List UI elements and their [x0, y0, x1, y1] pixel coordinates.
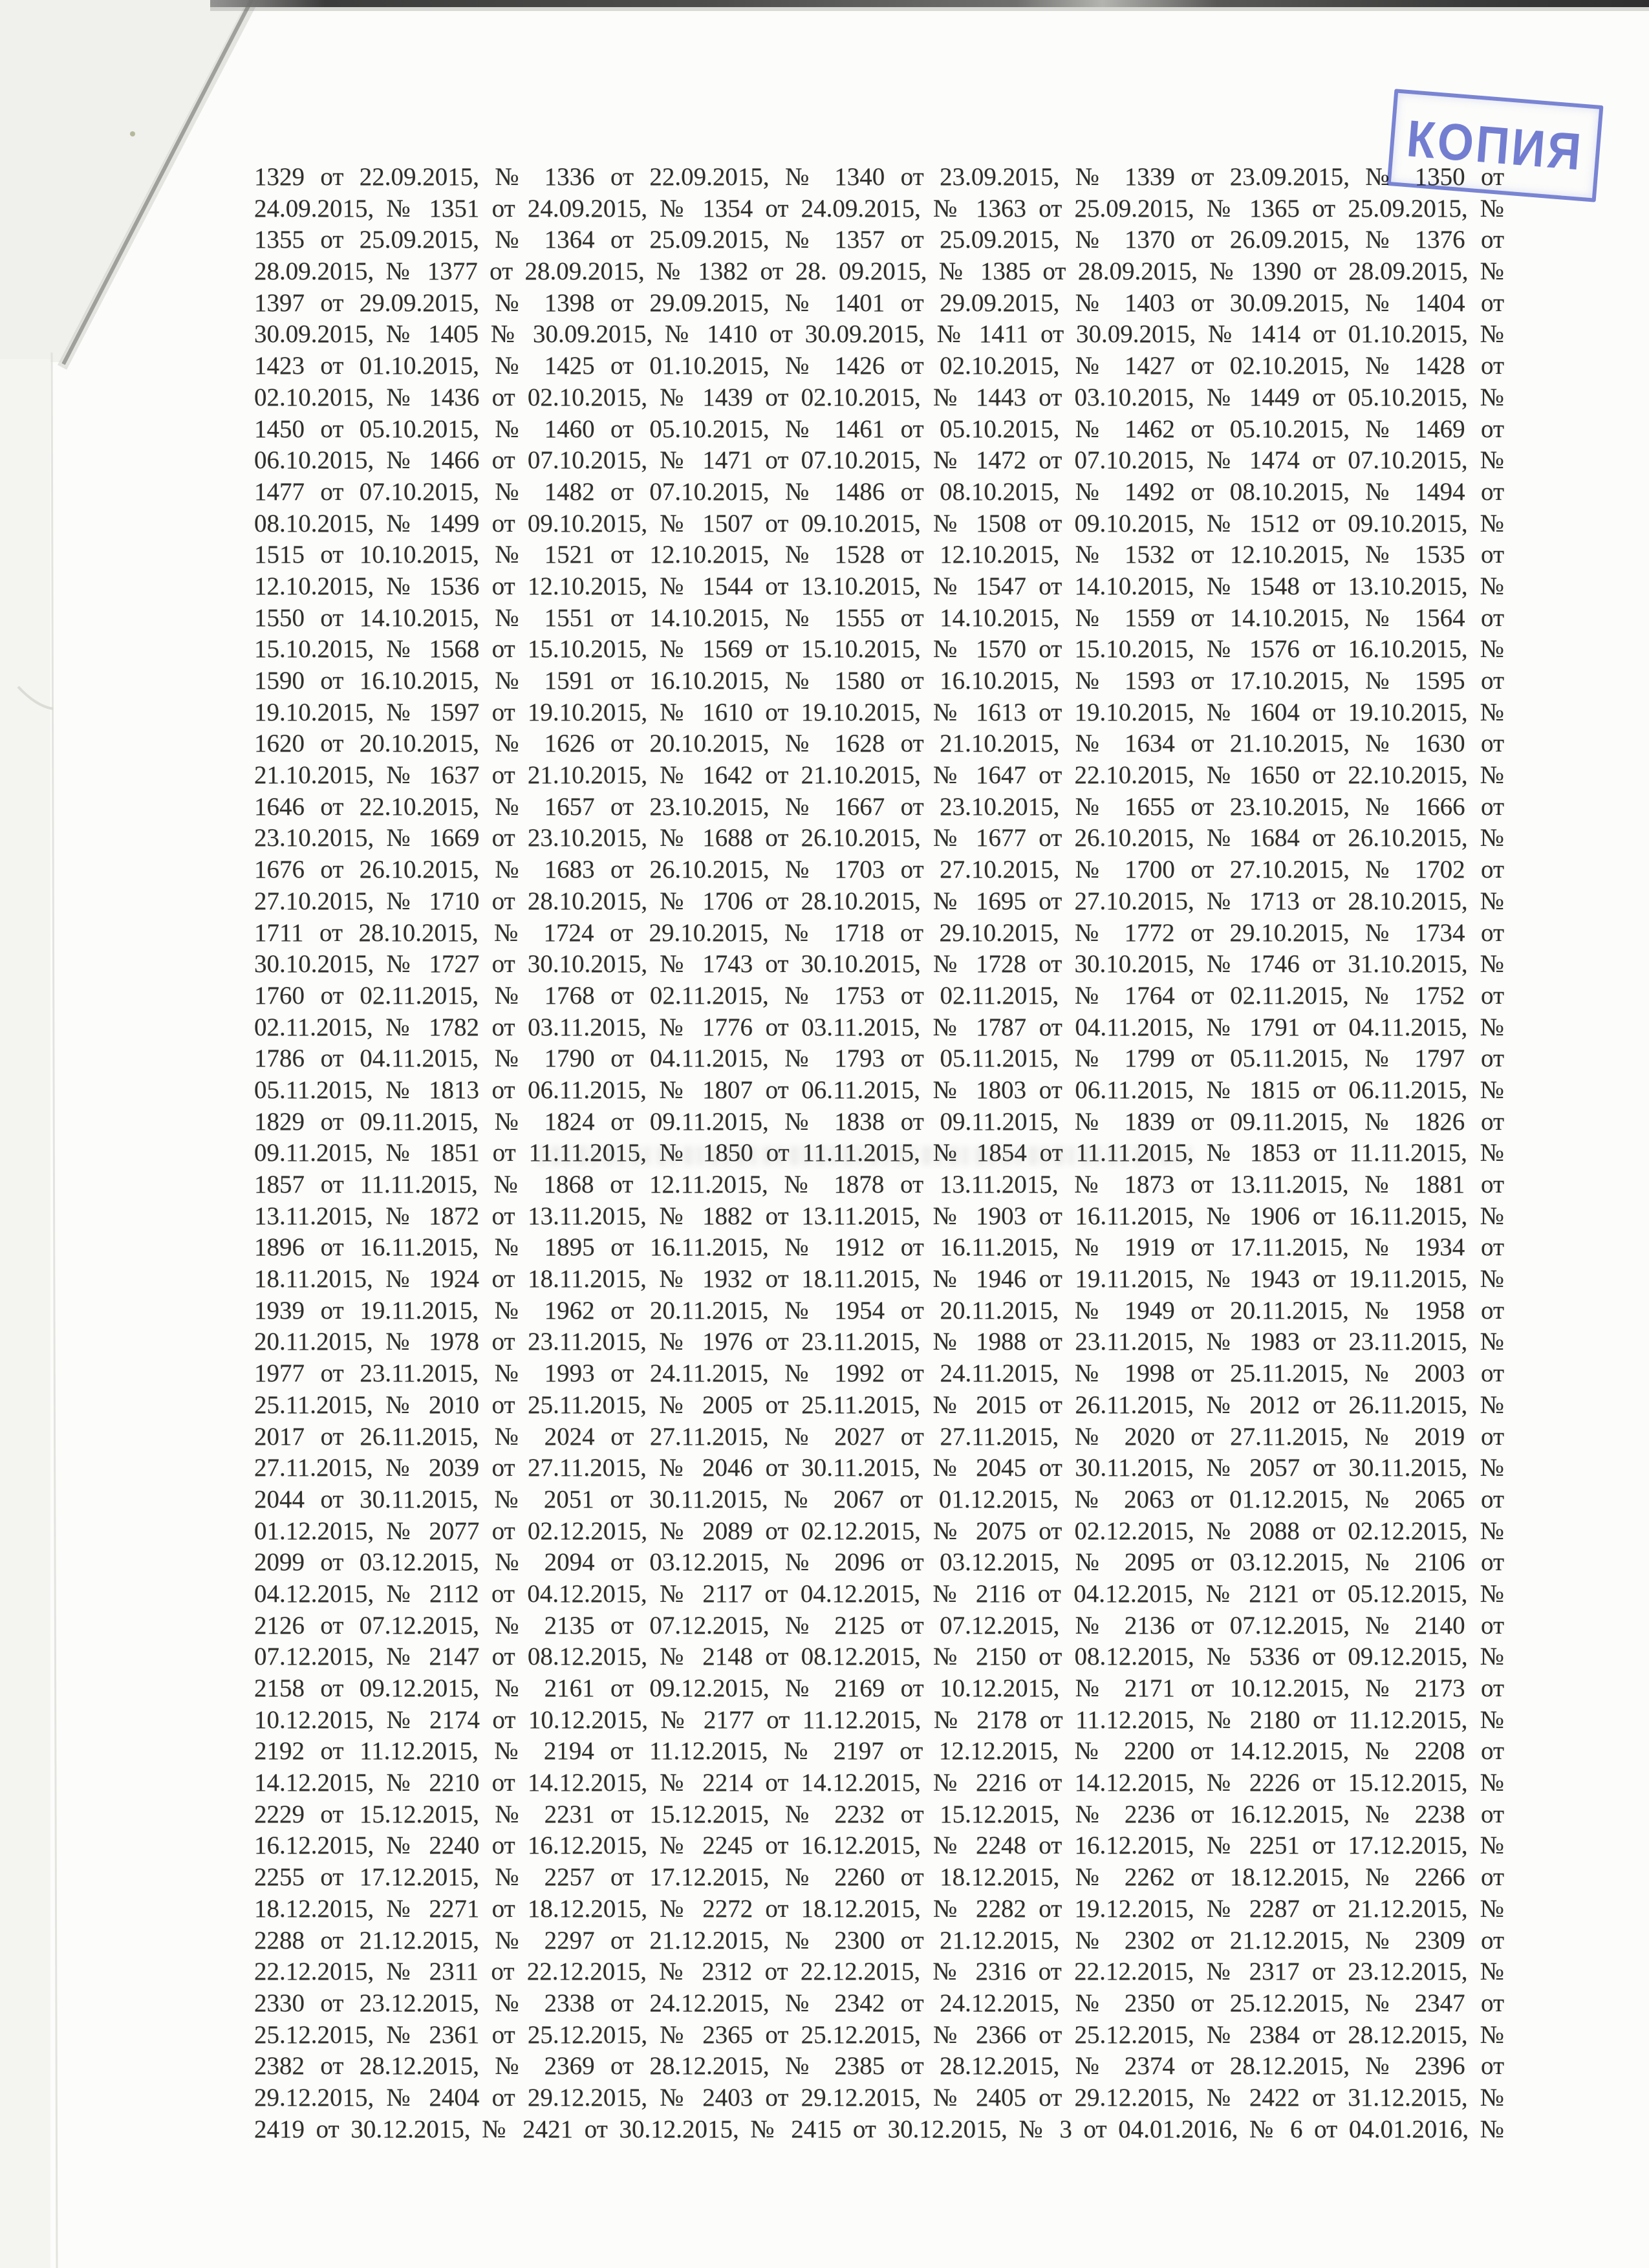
document-text-line: 2330 от 23.12.2015, № 2338 от 24.12.2015, № 2342 от 24.12.2015, № 2350 от 25.12.2015, № 2347 от: [254, 1989, 1504, 2017]
scanner-top-edge-fade: [210, 7, 1649, 11]
document-text-line: 08.10.2015, № 1499 от 09.10.2015, № 1507 от 09.10.2015, № 1508 от 09.10.2015, № 1512 от 09.10.2015, №: [254, 509, 1504, 537]
document-text-line: 18.12.2015, № 2271 от 18.12.2015, № 2272 от 18.12.2015, № 2282 от 19.12.2015, № 2287 от 21.12.2015, №: [254, 1894, 1504, 1923]
document-text-line: 02.11.2015, № 1782 от 03.11.2015, № 1776 от 03.11.2015, № 1787 от 04.11.2015, № 1791 от 04.11.2015, №: [254, 1013, 1504, 1041]
document-text-line: 2419 от 30.12.2015, № 2421 от 30.12.2015, № 2415 от 30.12.2015, № 3 от 04.01.2016, № 6 от 04.01.2016, №: [254, 2115, 1504, 2143]
document-text-line: 21.10.2015, № 1637 от 21.10.2015, № 1642 от 21.10.2015, № 1647 от 22.10.2015, № 1650 от 22.10.2015, №: [254, 761, 1504, 790]
document-text-line: 1423 от 01.10.2015, № 1425 от 01.10.2015, № 1426 от 02.10.2015, № 1427 от 02.10.2015, № 1428 от: [254, 352, 1504, 380]
document-text-line: 1355 от 25.09.2015, № 1364 от 25.09.2015, № 1357 от 25.09.2015, № 1370 от 26.09.2015, № 1376 от: [254, 226, 1504, 254]
document-text-line: 1620 от 20.10.2015, № 1626 от 20.10.2015, № 1628 от 21.10.2015, № 1634 от 21.10.2015, № 1630 от: [254, 729, 1504, 758]
document-text-line: 2192 от 11.12.2015, № 2194 от 11.12.2015, № 2197 от 12.12.2015, № 2200 от 14.12.2015, № 2208 от: [254, 1737, 1504, 1766]
scanner-top-edge: [210, 0, 1649, 7]
left-scan-strip: [0, 359, 50, 2268]
document-text-line: 2126 от 07.12.2015, № 2135 от 07.12.2015, № 2125 от 07.12.2015, № 2136 от 07.12.2015, № 2140 от: [254, 1611, 1504, 1639]
folded-corner-region: [0, 0, 248, 362]
document-text-line: 2229 от 15.12.2015, № 2231 от 15.12.2015, № 2232 от 15.12.2015, № 2236 от 16.12.2015, № 2238 от: [254, 1800, 1504, 1828]
document-text-line: 02.10.2015, № 1436 от 02.10.2015, № 1439 от 02.10.2015, № 1443 от 03.10.2015, № 1449 от 05.10.2015, №: [254, 383, 1504, 411]
document-text-line: 10.12.2015, № 2174 от 10.12.2015, № 2177 от 11.12.2015, № 2178 от 11.12.2015, № 2180 от 11.12.2015, №: [254, 1705, 1504, 1734]
document-text-line: 1450 от 05.10.2015, № 1460 от 05.10.2015, № 1461 от 05.10.2015, № 1462 от 05.10.2015, № 1469 от: [254, 415, 1504, 443]
document-text-line: 1939 от 19.11.2015, № 1962 от 20.11.2015, № 1954 от 20.11.2015, № 1949 от 20.11.2015, № 1958 от: [254, 1296, 1504, 1324]
document-text-line: 1550 от 14.10.2015, № 1551 от 14.10.2015, № 1555 от 14.10.2015, № 1559 от 14.10.2015, № 1564 от: [254, 603, 1504, 632]
document-text-line: 1896 от 16.11.2015, № 1895 от 16.11.2015, № 1912 от 16.11.2015, № 1919 от 17.11.2015, № 1934 от: [254, 1233, 1504, 1262]
document-text-line: 1515 от 10.10.2015, № 1521 от 12.10.2015, № 1528 от 12.10.2015, № 1532 от 12.10.2015, № 1535 от: [254, 541, 1504, 569]
copy-stamp: [1387, 89, 1604, 202]
document-text-line: 2044 от 30.11.2015, № 2051 от 30.11.2015, № 2067 от 01.12.2015, № 2063 от 01.12.2015, № 2065 от: [254, 1485, 1504, 1513]
document-text-line: 07.12.2015, № 2147 от 08.12.2015, № 2148 от 08.12.2015, № 2150 от 08.12.2015, № 5336 от 09.12.2015, №: [254, 1643, 1504, 1671]
document-text-line: 2158 от 09.12.2015, № 2161 от 09.12.2015, № 2169 от 10.12.2015, № 2171 от 10.12.2015, № 2173 от: [254, 1674, 1504, 1702]
document-text-line: 1646 от 22.10.2015, № 1657 от 23.10.2015, № 1667 от 23.10.2015, № 1655 от 23.10.2015, № 1666 от: [254, 792, 1504, 821]
document-text-line: 1676 от 26.10.2015, № 1683 от 26.10.2015, № 1703 от 27.10.2015, № 1700 от 27.10.2015, № 1702 от: [254, 856, 1504, 884]
document-text-line: 19.10.2015, № 1597 от 19.10.2015, № 1610 от 19.10.2015, № 1613 от 19.10.2015, № 1604 от 19.10.2015, №: [254, 698, 1504, 726]
copy-stamp-label: КОПИЯ: [1405, 109, 1586, 181]
document-text-line: 12.10.2015, № 1536 от 12.10.2015, № 1544 от 13.10.2015, № 1547 от 14.10.2015, № 1548 от 13.10.2015, №: [254, 572, 1504, 600]
document-text-line: 24.09.2015, № 1351 от 24.09.2015, № 1354 от 24.09.2015, № 1363 от 25.09.2015, № 1365 от 25.09.2015, №: [254, 194, 1504, 222]
document-text-line: 13.11.2015, № 1872 от 13.11.2015, № 1882 от 13.11.2015, № 1903 от 16.11.2015, № 1906 от 16.11.2015, №: [254, 1202, 1504, 1230]
document-text-line: 23.10.2015, № 1669 от 23.10.2015, № 1688 от 26.10.2015, № 1677 от 26.10.2015, № 1684 от 26.10.2015, №: [254, 824, 1504, 852]
page-left-edge-line: [52, 352, 57, 2268]
document-text-line: 1977 от 23.11.2015, № 1993 от 24.11.2015, № 1992 от 24.11.2015, № 1998 от 25.11.2015, № 2003 от: [254, 1359, 1504, 1388]
document-text-line: 1711 от 28.10.2015, № 1724 от 29.10.2015, № 1718 от 29.10.2015, № 1772 от 29.10.2015, № 1734 от: [254, 918, 1504, 947]
document-text-line: 25.11.2015, № 2010 от 25.11.2015, № 2005 от 25.11.2015, № 2015 от 26.11.2015, № 2012 от 26.11.2015, №: [254, 1390, 1504, 1419]
document-text-line: 29.12.2015, № 2404 от 29.12.2015, № 2403 от 29.12.2015, № 2405 от 29.12.2015, № 2422 от 31.12.2015, №: [254, 2083, 1504, 2111]
document-text-line: 27.11.2015, № 2039 от 27.11.2015, № 2046 от 30.11.2015, № 2045 от 30.11.2015, № 2057 от 30.11.2015, №: [254, 1454, 1504, 1482]
document-text-line: 20.11.2015, № 1978 от 23.11.2015, № 1976 от 23.11.2015, № 1988 от 23.11.2015, № 1983 от 23.11.2015, №: [254, 1328, 1504, 1356]
document-text-line: 04.12.2015, № 2112 от 04.12.2015, № 2117 от 04.12.2015, № 2116 от 04.12.2015, № 2121 от 05.12.2015, №: [254, 1579, 1504, 1608]
scan-speck: [130, 131, 135, 136]
document-text-line: 2255 от 17.12.2015, № 2257 от 17.12.2015, № 2260 от 18.12.2015, № 2262 от 18.12.2015, № 2266 от: [254, 1863, 1504, 1892]
document-text-line: 2099 от 03.12.2015, № 2094 от 03.12.2015, № 2096 от 03.12.2015, № 2095 от 03.12.2015, № 2106 от: [254, 1548, 1504, 1577]
document-text-line: 1590 от 16.10.2015, № 1591 от 16.10.2015, № 1580 от 16.10.2015, № 1593 от 17.10.2015, № 1595 от: [254, 667, 1504, 695]
document-text-line: 30.09.2015, № 1405 № 30.09.2015, № 1410 от 30.09.2015, № 1411 от 30.09.2015, № 1414 от 01.10.2015, №: [254, 320, 1504, 349]
document-text-line: 1477 от 07.10.2015, № 1482 от 07.10.2015, № 1486 от 08.10.2015, № 1492 от 08.10.2015, № 1494 от: [254, 477, 1504, 506]
document-text-line: 14.12.2015, № 2210 от 14.12.2015, № 2214 от 14.12.2015, № 2216 от 14.12.2015, № 2226 от 15.12.2015, №: [254, 1769, 1504, 1797]
document-text-line: 1829 от 09.11.2015, № 1824 от 09.11.2015, № 1838 от 09.11.2015, № 1839 от 09.11.2015, № 1826 от: [254, 1107, 1504, 1136]
document-text-line: 28.09.2015, № 1377 от 28.09.2015, № 1382 от 28. 09.2015, № 1385 от 28.09.2015, № 1390 от 28.09.2015, №: [254, 257, 1504, 286]
document-text: [254, 162, 1504, 2145]
document-text-line: 2288 от 21.12.2015, № 2297 от 21.12.2015, № 2300 от 21.12.2015, № 2302 от 21.12.2015, № 2309 от: [254, 1926, 1504, 1954]
document-text-line: 30.10.2015, № 1727 от 30.10.2015, № 1743 от 30.10.2015, № 1728 от 30.10.2015, № 1746 от 31.10.2015, №: [254, 950, 1504, 978]
document-text-line: 1329 от 22.09.2015, № 1336 от 22.09.2015, № 1340 от 23.09.2015, № 1339 от 23.09.2015, № 1350 от: [254, 163, 1504, 191]
document-text-line: 05.11.2015, № 1813 от 06.11.2015, № 1807 от 06.11.2015, № 1803 от 06.11.2015, № 1815 от 06.11.2015, №: [254, 1075, 1504, 1104]
document-text-line: 2017 от 26.11.2015, № 2024 от 27.11.2015, № 2027 от 27.11.2015, № 2020 от 27.11.2015, № 2019 от: [254, 1422, 1504, 1451]
document-text-line: 1857 от 11.11.2015, № 1868 от 12.11.2015, № 1878 от 13.11.2015, № 1873 от 13.11.2015, № 1881 от: [254, 1171, 1504, 1198]
document-text-line: 01.12.2015, № 2077 от 02.12.2015, № 2089 от 02.12.2015, № 2075 от 02.12.2015, № 2088 от 02.12.2015, №: [254, 1517, 1504, 1545]
document-text-line: 15.10.2015, № 1568 от 15.10.2015, № 1569 от 15.10.2015, № 1570 от 15.10.2015, № 1576 от 16.10.2015, №: [254, 635, 1504, 664]
document-text-line: 2382 от 28.12.2015, № 2369 от 28.12.2015, № 2385 от 28.12.2015, № 2374 от 28.12.2015, № 2396 от: [254, 2052, 1504, 2080]
document-text-line: 06.10.2015, № 1466 от 07.10.2015, № 1471 от 07.10.2015, № 1472 от 07.10.2015, № 1474 от 07.10.2015, №: [254, 446, 1504, 475]
document-text-line: 22.12.2015, № 2311 от 22.12.2015, № 2312 от 22.12.2015, № 2316 от 22.12.2015, № 2317 от 23.12.2015, №: [254, 1958, 1504, 1986]
document-text-line: 25.12.2015, № 2361 от 25.12.2015, № 2365 от 25.12.2015, № 2366 от 25.12.2015, № 2384 от 28.12.2015, №: [254, 2020, 1504, 2049]
document-text-line: 27.10.2015, № 1710 от 28.10.2015, № 1706 от 28.10.2015, № 1695 от 27.10.2015, № 1713 от 28.10.2015, №: [254, 887, 1504, 915]
document-text-line: 1397 от 29.09.2015, № 1398 от 29.09.2015, № 1401 от 29.09.2015, № 1403 от 30.09.2015, № 1404 от: [254, 288, 1504, 317]
document-text-line: 1760 от 02.11.2015, № 1768 от 02.11.2015, № 1753 от 02.11.2015, № 1764 от 02.11.2015, № 1752 от: [254, 981, 1504, 1010]
document-text-line: 09.11.2015, № 1851 от 11.11.2015, № 1850 от 11.11.2015, № 1854 от 11.11.2015, № 1853 от 11.11.2015, №: [254, 1139, 1504, 1167]
document-text-line: 16.12.2015, № 2240 от 16.12.2015, № 2245 от 16.12.2015, № 2248 от 16.12.2015, № 2251 от 17.12.2015, №: [254, 1831, 1504, 1860]
document-text-line: 1786 от 04.11.2015, № 1790 от 04.11.2015, № 1793 от 05.11.2015, № 1799 от 05.11.2015, № 1797 от: [254, 1044, 1504, 1073]
document-text-line: 18.11.2015, № 1924 от 18.11.2015, № 1932 от 18.11.2015, № 1946 от 19.11.2015, № 1943 от 19.11.2015, №: [254, 1265, 1504, 1293]
